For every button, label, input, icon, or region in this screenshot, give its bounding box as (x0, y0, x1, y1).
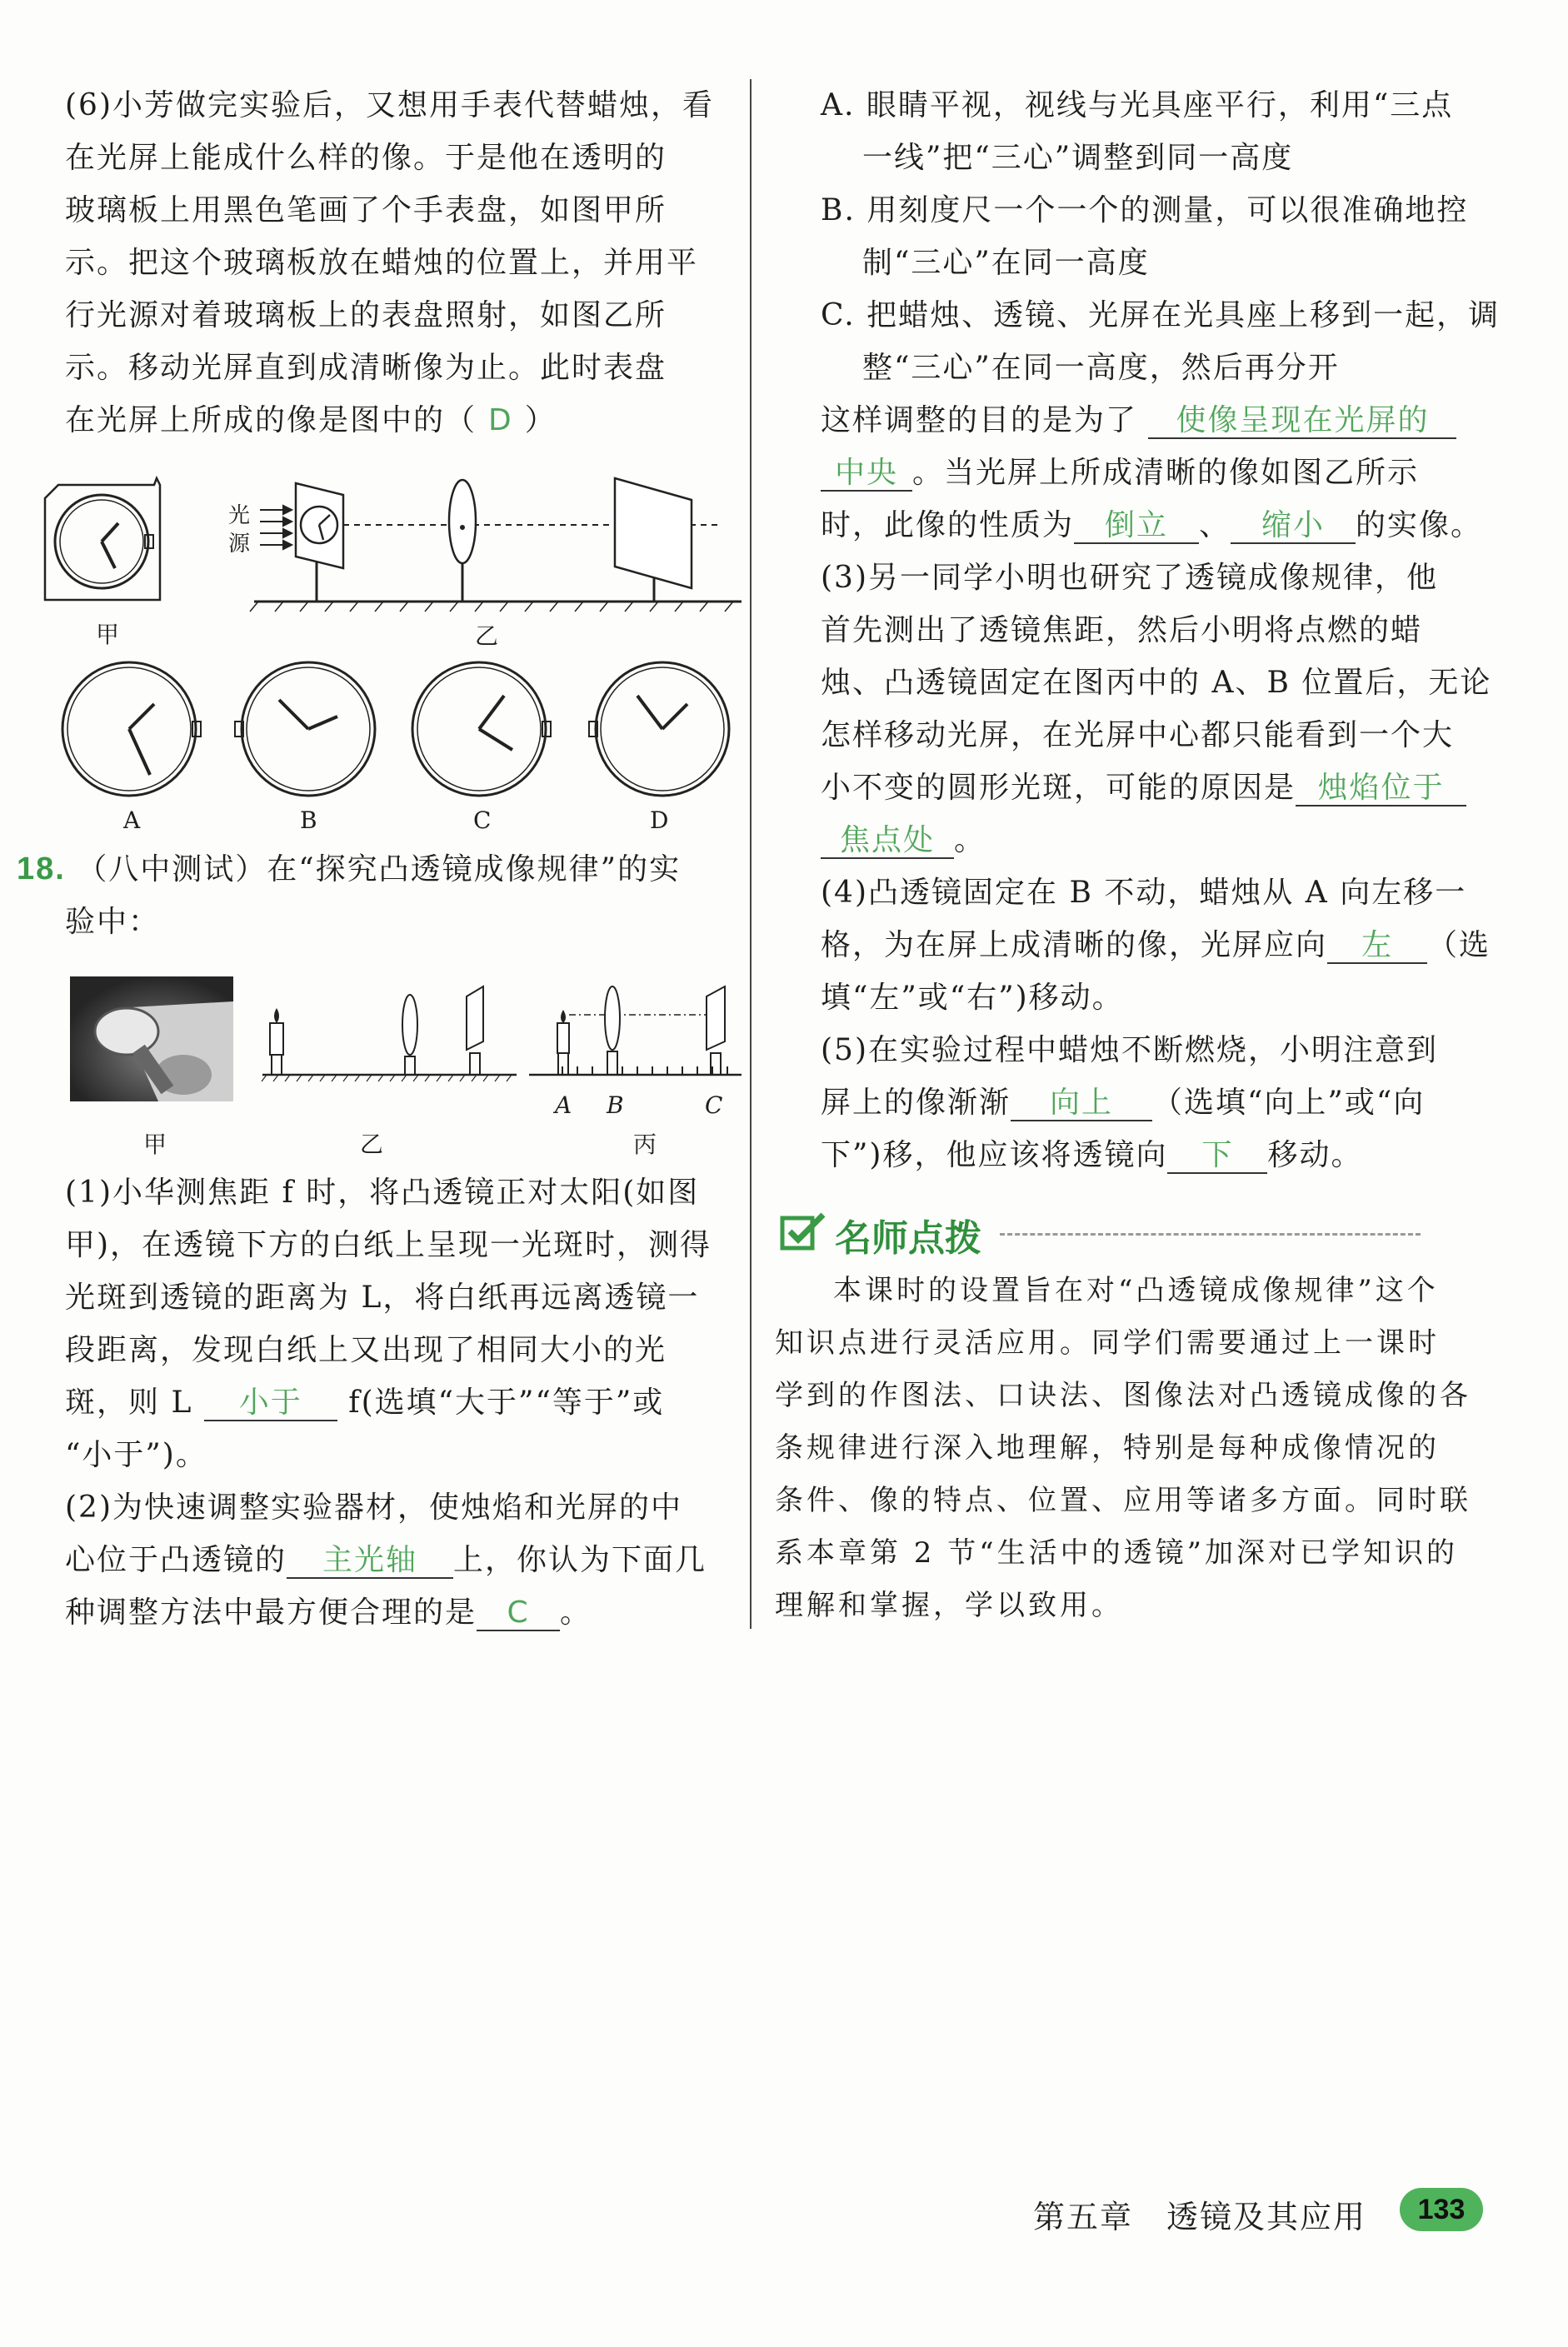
option-label-d: D (650, 806, 669, 834)
answer-blank: 下 (1167, 1139, 1267, 1174)
tip-title: 名师点拨 (835, 1217, 981, 1260)
position-label-a: A (555, 1091, 572, 1119)
answer-blank: 小于 (204, 1386, 337, 1421)
tip-divider (1000, 1233, 1421, 1236)
column-divider (750, 79, 752, 1629)
q6-line: (6)小芳做完实验后，又想用手表代替蜡烛，看 (65, 88, 714, 122)
q18-header: 18. （八中测试）在“探究凸透镜成像规律”的实 验中： (17, 851, 682, 939)
q18-parts-1-2: (1)小华测焦距 f 时，将凸透镜正对太阳(如图 甲)，在透镜下方的白纸上呈现一光斑时，测得 光斑到透镜的距离为 L，将白纸再远离透镜一 段距离，发现白纸上又出现了相同大小的光 斑，则 L 小于 f(选填“大于”“等于”或 “小于”)。 (2)为快速调整实验器材，使烛焰和光屏的中 心位于凸透镜的 主光轴 上，你认为下面几 种调整方法中最方便合理的是 C 。 (65, 1176, 712, 1630)
q6-line: 示。移动光屏直到成清晰像为止。此时表盘 (65, 351, 667, 385)
answer-blank: 倒立 (1074, 509, 1199, 544)
tip-header (775, 1208, 1491, 1258)
answer-blank: 中央 (821, 457, 912, 492)
page-number-badge: 133 (1400, 2188, 1483, 2231)
answer-blank: 向上 (1011, 1086, 1152, 1121)
position-label-c: C (705, 1091, 723, 1119)
q6-answer: D (488, 403, 513, 437)
tip-body: 本课时的设置旨在对“凸透镜成像规律”这个 知识点进行灵活应用。同学们需要通过上一课时 学到的作图法、口诀法、图像法对凸透镜成像的各 条规律进行深入地理解，特别是每种成像情况的 条件、像的特点、位置、应用等诸多方面。同时联 系本章第 2 节“生活中的透镜”加深对已学知识的 理解和掌握，学以致用。 (775, 1274, 1471, 1622)
fig-label-yi: 乙 (360, 1131, 384, 1158)
figure-lens-experiment (67, 958, 750, 1125)
option-label-c: C (473, 806, 492, 834)
right-column: A. 眼睛平视，视线与光具座平行，利用“三点 一线”把“三心”调整到同一高度 B. 用刻度尺一个一个的测量，可以很准确地控 制“三心”在同一高度 C. 把蜡烛、透镜、光屏在光具座上移到一起，调 整“三心”在同一高度，然后再分开 这样调整的目的是为了 使像呈现在光屏的 中央 。当光屏上所成清晰的像如图乙所示 时，此像的性质为 倒立 、 缩小 的实像。 (3)另一同学小明也研究了透镜成像规律，他 首先测出了透镜焦距，然后小明将点燃的蜡 烛、凸透镜固定在图丙中的 A、B 位置后，无论 怎样移动光屏，在光屏中心都只能看到一个大 小不变的圆形光斑，可能的原因是 烛焰位于 焦点处 。 (4)凸透镜固定在 B 不动，蜡烛从 A 向左移一 格，为在屏上成清晰的像，光屏应向 左 （选 填“左”或“右”)移动。 (5)在实验过程中蜡烛不断燃烧，小明注意到 屏上的像渐渐 向上 （选填“向上”或“向 下”)移，他应该将透镜向 下 移动。 (821, 88, 1501, 1172)
answer-blank: 烛焰位于 (1296, 772, 1466, 806)
clock-options (50, 658, 750, 808)
fig-label-bing: 丙 (633, 1131, 657, 1158)
q6-line: 在光屏上能成什么样的像。于是他在透明的 (65, 141, 667, 175)
fig-label-jia: 甲 (96, 621, 120, 648)
fig-label-jia: 甲 (143, 1131, 167, 1158)
question-number: 18. (17, 851, 66, 886)
light-source-label: 光 (228, 503, 251, 528)
answer-blank: C (477, 1596, 560, 1631)
left-column (65, 79, 732, 447)
chapter-title: 第五章 透镜及其应用 (1033, 2199, 1367, 2235)
position-label-b: B (607, 1091, 624, 1119)
answer-blank: 使像呈现在光屏的 (1148, 404, 1456, 439)
answer-blank: 焦点处 (821, 824, 954, 859)
figure-clock-setup (42, 475, 750, 658)
checkmark-icon (780, 1211, 826, 1251)
light-source-label: 源 (228, 532, 251, 557)
q6-last-line: 在光屏上所成的像是图中的（ D ） (65, 403, 557, 437)
q6-line: 行光源对着玻璃板上的表盘照射，如图乙所 (65, 298, 667, 332)
q6-line: 玻璃板上用黑色笔画了个手表盘，如图甲所 (65, 193, 667, 227)
answer-blank: 主光轴 (287, 1544, 453, 1579)
answer-blank: 缩小 (1231, 509, 1356, 544)
option-label-a: A (123, 806, 141, 834)
q6-line: 示。把这个玻璃板放在蜡烛的位置上，并用平 (65, 246, 699, 280)
fig-label-yi: 乙 (475, 622, 499, 650)
page-footer (1033, 2183, 1500, 2241)
answer-blank: 左 (1327, 929, 1427, 964)
option-label-b: B (300, 806, 317, 834)
